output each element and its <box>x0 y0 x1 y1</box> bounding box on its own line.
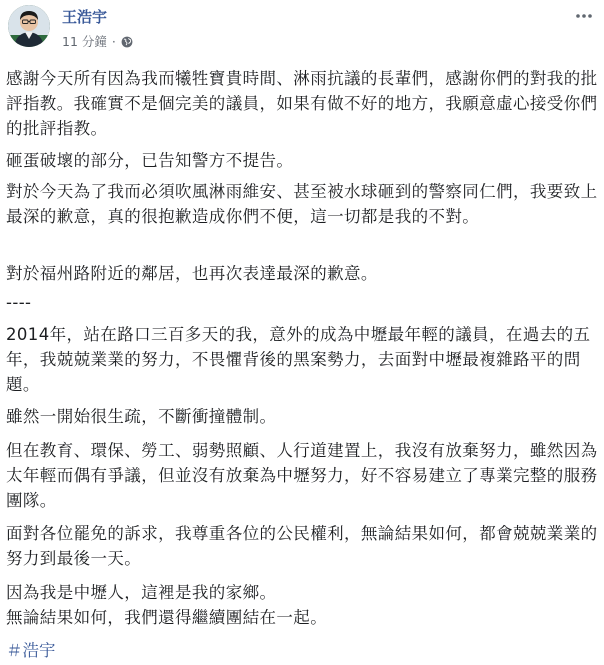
avatar[interactable] <box>8 5 50 47</box>
globe-icon[interactable] <box>121 36 133 48</box>
post-paragraph: 對於福州路附近的鄰居，也再次表達最深的歉意。 <box>6 264 378 283</box>
post-paragraph: 感謝今天所有因為我而犧牲寶貴時間、淋雨抗議的長輩們，感謝你們的對我的批評指教。我確實不是個完美的議員，如果有做不好的地方，我願意虛心接受你們的批評指教。 <box>6 69 598 138</box>
post-meta <box>62 34 133 50</box>
post-paragraph: 雖然一開始很生疏，不斷衝撞體制。 <box>6 407 277 426</box>
hashtag-link[interactable]: ＃浩宇 <box>6 641 56 660</box>
post-header <box>0 0 604 58</box>
more-options-icon[interactable] <box>574 8 594 24</box>
post-separator: ---- <box>6 293 32 312</box>
post-paragraph: 但在教育、環保、勞工、弱勢照顧、人行道建置上，我沒有放棄努力，雖然因為太年輕而偶有爭議，但並沒有放棄為中壢努力，好不容易建立了專業完整的服務團隊。 <box>6 441 598 510</box>
post-paragraph: 2014年，站在路口三百多天的我，意外的成為中壢最年輕的議員，在過去的五年，我兢兢業業的努力，不畏懼背後的黑案勢力，去面對中壢最複雜路平的問題。 <box>6 325 591 394</box>
post-time[interactable]: 11 分鐘 <box>62 34 107 49</box>
post-paragraph: 砸蛋破壞的部分，已告知警方不提告。 <box>6 151 294 170</box>
post-paragraph: 對於今天為了我而必須吹風淋雨維安、甚至被水球砸到的警察同仁們，我要致上最深的歉意，真的很抱歉造成你們不便，這一切都是我的不對。 <box>6 182 598 226</box>
author-name[interactable]: 王浩宇 <box>62 8 108 26</box>
post-paragraph: 面對各位罷免的訴求，我尊重各位的公民權利，無論結果如何，都會兢兢業業的努力到最後一天。 <box>6 524 598 568</box>
meta-separator: · <box>111 34 116 49</box>
post-paragraph: 因為我是中壢人，這裡是我的家鄉。 無論結果如何，我們還得繼續團結在一起。 <box>6 583 328 627</box>
avatar-image <box>8 5 50 47</box>
